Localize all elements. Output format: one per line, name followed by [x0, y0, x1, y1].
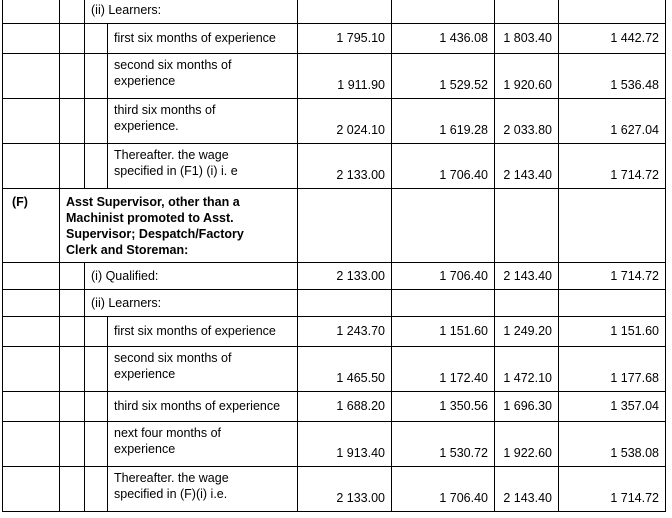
wage-value: 1 714.72	[610, 491, 659, 505]
wage-value: 1 706.40	[439, 168, 488, 182]
wage-value: 1 696.30	[503, 399, 552, 413]
row-divider	[2, 143, 665, 144]
section-title: Machinist promoted to Asst.	[66, 211, 234, 225]
wage-value: 1 357.04	[610, 399, 659, 413]
learner-period-label: specified in (F)(i) i.e.	[114, 487, 228, 501]
learner-period-label: second six months of	[114, 58, 232, 72]
column-divider	[84, 262, 85, 290]
wage-value: 1 151.60	[439, 324, 488, 338]
column-divider	[2, 0, 3, 512]
wage-value: 1 350.56	[439, 399, 488, 413]
column-divider	[84, 289, 85, 512]
subsection-label: (i) Qualified:	[91, 269, 159, 283]
subsection-label: (ii) Learners:	[91, 3, 162, 17]
learner-period-label: Thereafter. the wage	[114, 471, 229, 485]
row-divider	[2, 346, 665, 347]
column-divider	[494, 0, 495, 512]
learner-period-label: experience.	[114, 119, 179, 133]
row-divider	[2, 466, 665, 467]
learner-period-label: third six months of experience	[114, 399, 281, 413]
column-divider	[107, 23, 108, 189]
wage-value: 1 803.40	[503, 31, 552, 45]
learner-period-label: Thereafter. the wage	[114, 148, 229, 162]
wage-value: 2 143.40	[503, 491, 552, 505]
row-divider	[2, 391, 665, 392]
learner-period-label: first six months of experience	[114, 31, 276, 45]
wage-value: 2 133.00	[336, 269, 385, 283]
column-divider	[297, 0, 298, 512]
row-divider	[2, 53, 665, 54]
row-divider	[2, 23, 665, 24]
wage-value: 1 920.60	[503, 78, 552, 92]
wage-value: 1 465.50	[336, 371, 385, 385]
section-title: Supervisor; Despatch/Factory	[66, 227, 244, 241]
wage-value: 1 530.72	[439, 446, 488, 460]
row-divider	[2, 188, 665, 189]
wage-value: 1 627.04	[610, 123, 659, 137]
section-code: (F)	[12, 195, 28, 209]
wage-value: 2 024.10	[336, 123, 385, 137]
learner-period-label: first six months of experience	[114, 324, 276, 338]
row-divider	[2, 98, 665, 99]
wage-value: 2 143.40	[503, 269, 552, 283]
row-divider	[2, 421, 665, 422]
wage-value: 1 706.40	[439, 269, 488, 283]
column-divider	[665, 0, 666, 512]
wage-value: 2 133.00	[336, 491, 385, 505]
learner-period-label: specified in (F1) (i) i. e	[114, 164, 238, 178]
learner-period-label: experience	[114, 442, 176, 456]
row-divider	[2, 262, 665, 263]
wage-value: 1 911.90	[337, 78, 385, 92]
wage-value: 2 033.80	[503, 123, 552, 137]
learner-period-label: experience	[114, 74, 176, 88]
column-divider	[391, 0, 392, 512]
wage-value: 1 529.52	[439, 78, 488, 92]
row-divider	[2, 289, 665, 290]
wage-value: 1 172.40	[439, 371, 488, 385]
wage-value: 1 795.10	[336, 31, 385, 45]
wage-value: 1 688.20	[336, 399, 385, 413]
wage-value: 1 442.72	[610, 31, 659, 45]
wage-value: 1 714.72	[610, 269, 659, 283]
wage-value: 1 913.40	[336, 446, 385, 460]
section-title: Asst Supervisor, other than a	[66, 195, 240, 209]
column-divider	[84, 0, 85, 189]
wage-value: 2 133.00	[336, 168, 385, 182]
column-divider	[107, 316, 108, 512]
wage-value: 1 177.68	[610, 371, 659, 385]
wage-value: 1 714.72	[610, 168, 659, 182]
column-divider	[59, 0, 60, 512]
wage-value: 1 151.60	[610, 324, 659, 338]
learner-period-label: second six months of	[114, 351, 232, 365]
wage-value: 1 538.08	[610, 446, 659, 460]
learner-period-label: next four months of	[114, 426, 222, 440]
column-divider	[558, 0, 559, 512]
wage-value: 1 436.08	[439, 31, 488, 45]
wage-value: 1 536.48	[610, 78, 659, 92]
subsection-label: (ii) Learners:	[91, 296, 162, 310]
row-divider	[2, 316, 665, 317]
learner-period-label: third six months of	[114, 103, 216, 117]
wage-value: 1 706.40	[439, 491, 488, 505]
wage-value: 1 922.60	[503, 446, 552, 460]
section-title: Clerk and Storeman:	[66, 243, 189, 257]
row-divider	[2, 511, 665, 512]
wage-value: 2 143.40	[503, 168, 552, 182]
learner-period-label: experience	[114, 367, 176, 381]
wage-value: 1 249.20	[503, 324, 552, 338]
wage-value: 1 619.28	[439, 123, 488, 137]
wage-value: 1 243.70	[336, 324, 385, 338]
wage-value: 1 472.10	[503, 371, 552, 385]
